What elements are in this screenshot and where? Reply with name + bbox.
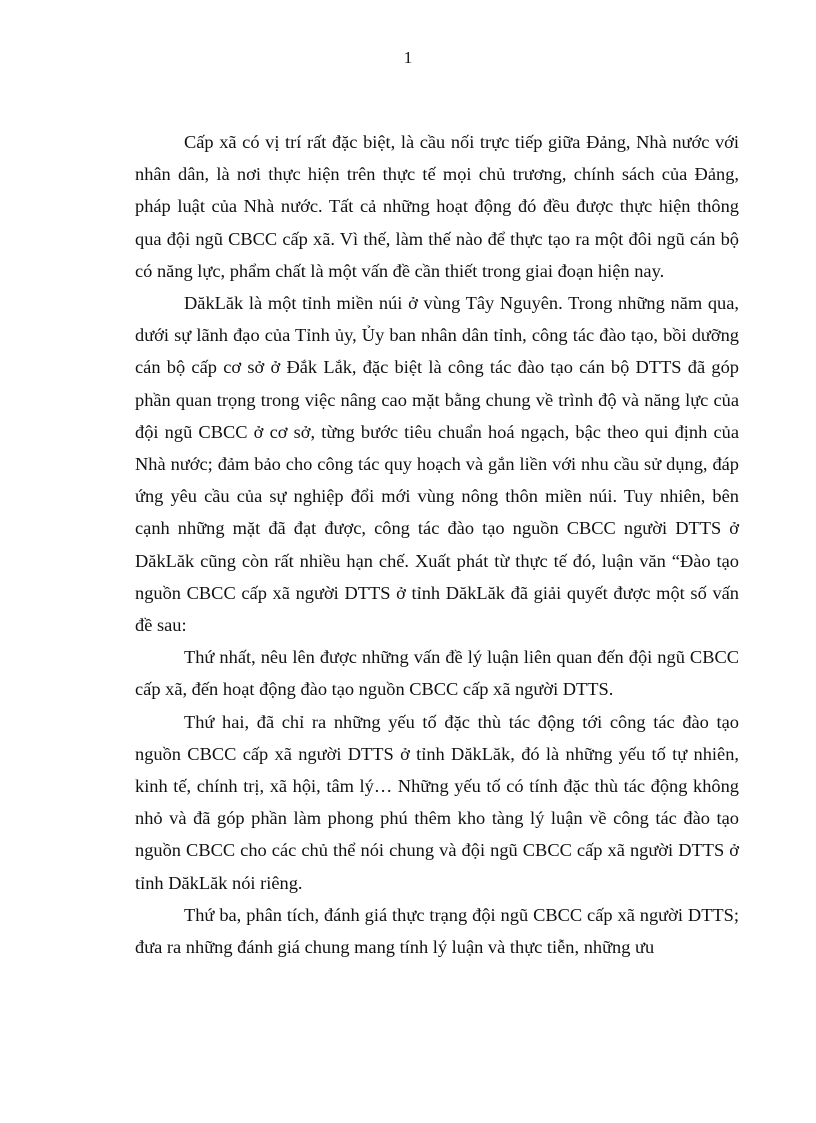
paragraph-4: Thứ hai, đã chỉ ra những yếu tố đặc thù tác động tới công tác đào tạo nguồn CBCC cấp xã người DTTS ở tỉnh DăkLăk, đó là những yếu tố tự nhiên, kinh tế, chính trị, xã hội, tâm lý… Những yếu tố có tính đặc thù tác động không nhỏ và đã góp phần làm phong phú thêm kho tàng lý luận về công tác đào tạo nguồn CBCC cho các chủ thể nói chung và đội ngũ CBCC cấp xã người DTTS ở tỉnh DăkLăk nói riêng.: [135, 711, 739, 893]
page-number: 1: [403, 48, 413, 67]
paragraph-3: Thứ nhất, nêu lên được những vấn đề lý luận liên quan đến đội ngũ CBCC cấp xã, đến hoạt động đào tạo nguồn CBCC cấp xã người DTTS.: [135, 647, 739, 700]
paragraph-1: Cấp xã có vị trí rất đặc biệt, là cầu nối trực tiếp giữa Đảng, Nhà nước với nhân dân, là nơi thực hiện trên thực tế mọi chủ trương, chính sách của Đảng, pháp luật của Nhà nước. Tất cả những hoạt động đó đều được thực hiện thông qua đội ngũ CBCC cấp xã. Vì thế, làm thế nào để thực tạo ra một đôi ngũ cán bộ có năng lực, phẩm chất là một vấn đề cần thiết trong giai đoạn hiện nay.: [135, 132, 739, 281]
paragraph-5: Thứ ba, phân tích, đánh giá thực trạng đội ngũ CBCC cấp xã người DTTS; đưa ra những đánh giá chung mang tính lý luận và thực tiễn, những ưu: [135, 904, 739, 958]
body-text: [135, 126, 739, 963]
paragraph-2: DăkLăk là một tỉnh miền núi ở vùng Tây Nguyên. Trong những năm qua, dưới sự lãnh đạo của Tỉnh ủy, Ủy ban nhân dân tỉnh, công tác đào tạo, bồi dưỡng cán bộ cấp cơ sở ở Đắk Lắk, đặc biệt là công tác đào tạo cán bộ DTTS đã góp phần quan trọng trong việc nâng cao mặt bằng chung về trình độ và năng lực của đội ngũ CBCC ở cơ sở, từng bước tiêu chuẩn hoá ngạch, bậc theo qui định của Nhà nước; đảm bảo cho công tác quy hoạch và gắn liền với nhu cầu sử dụng, đáp ứng yêu cầu của sự nghiệp đổi mới vùng nông thôn miền núi. Tuy nhiên, bên cạnh những mặt đã đạt được, công tác đào tạo nguồn CBCC người DTTS ở DăkLăk cũng còn rất nhiều hạn chế. Xuất phát từ thực tế đó, luận văn “Đào tạo nguồn CBCC cấp xã người DTTS ở tỉnh DăkLăk đã giải quyết được một số vấn đề sau:: [135, 293, 739, 636]
